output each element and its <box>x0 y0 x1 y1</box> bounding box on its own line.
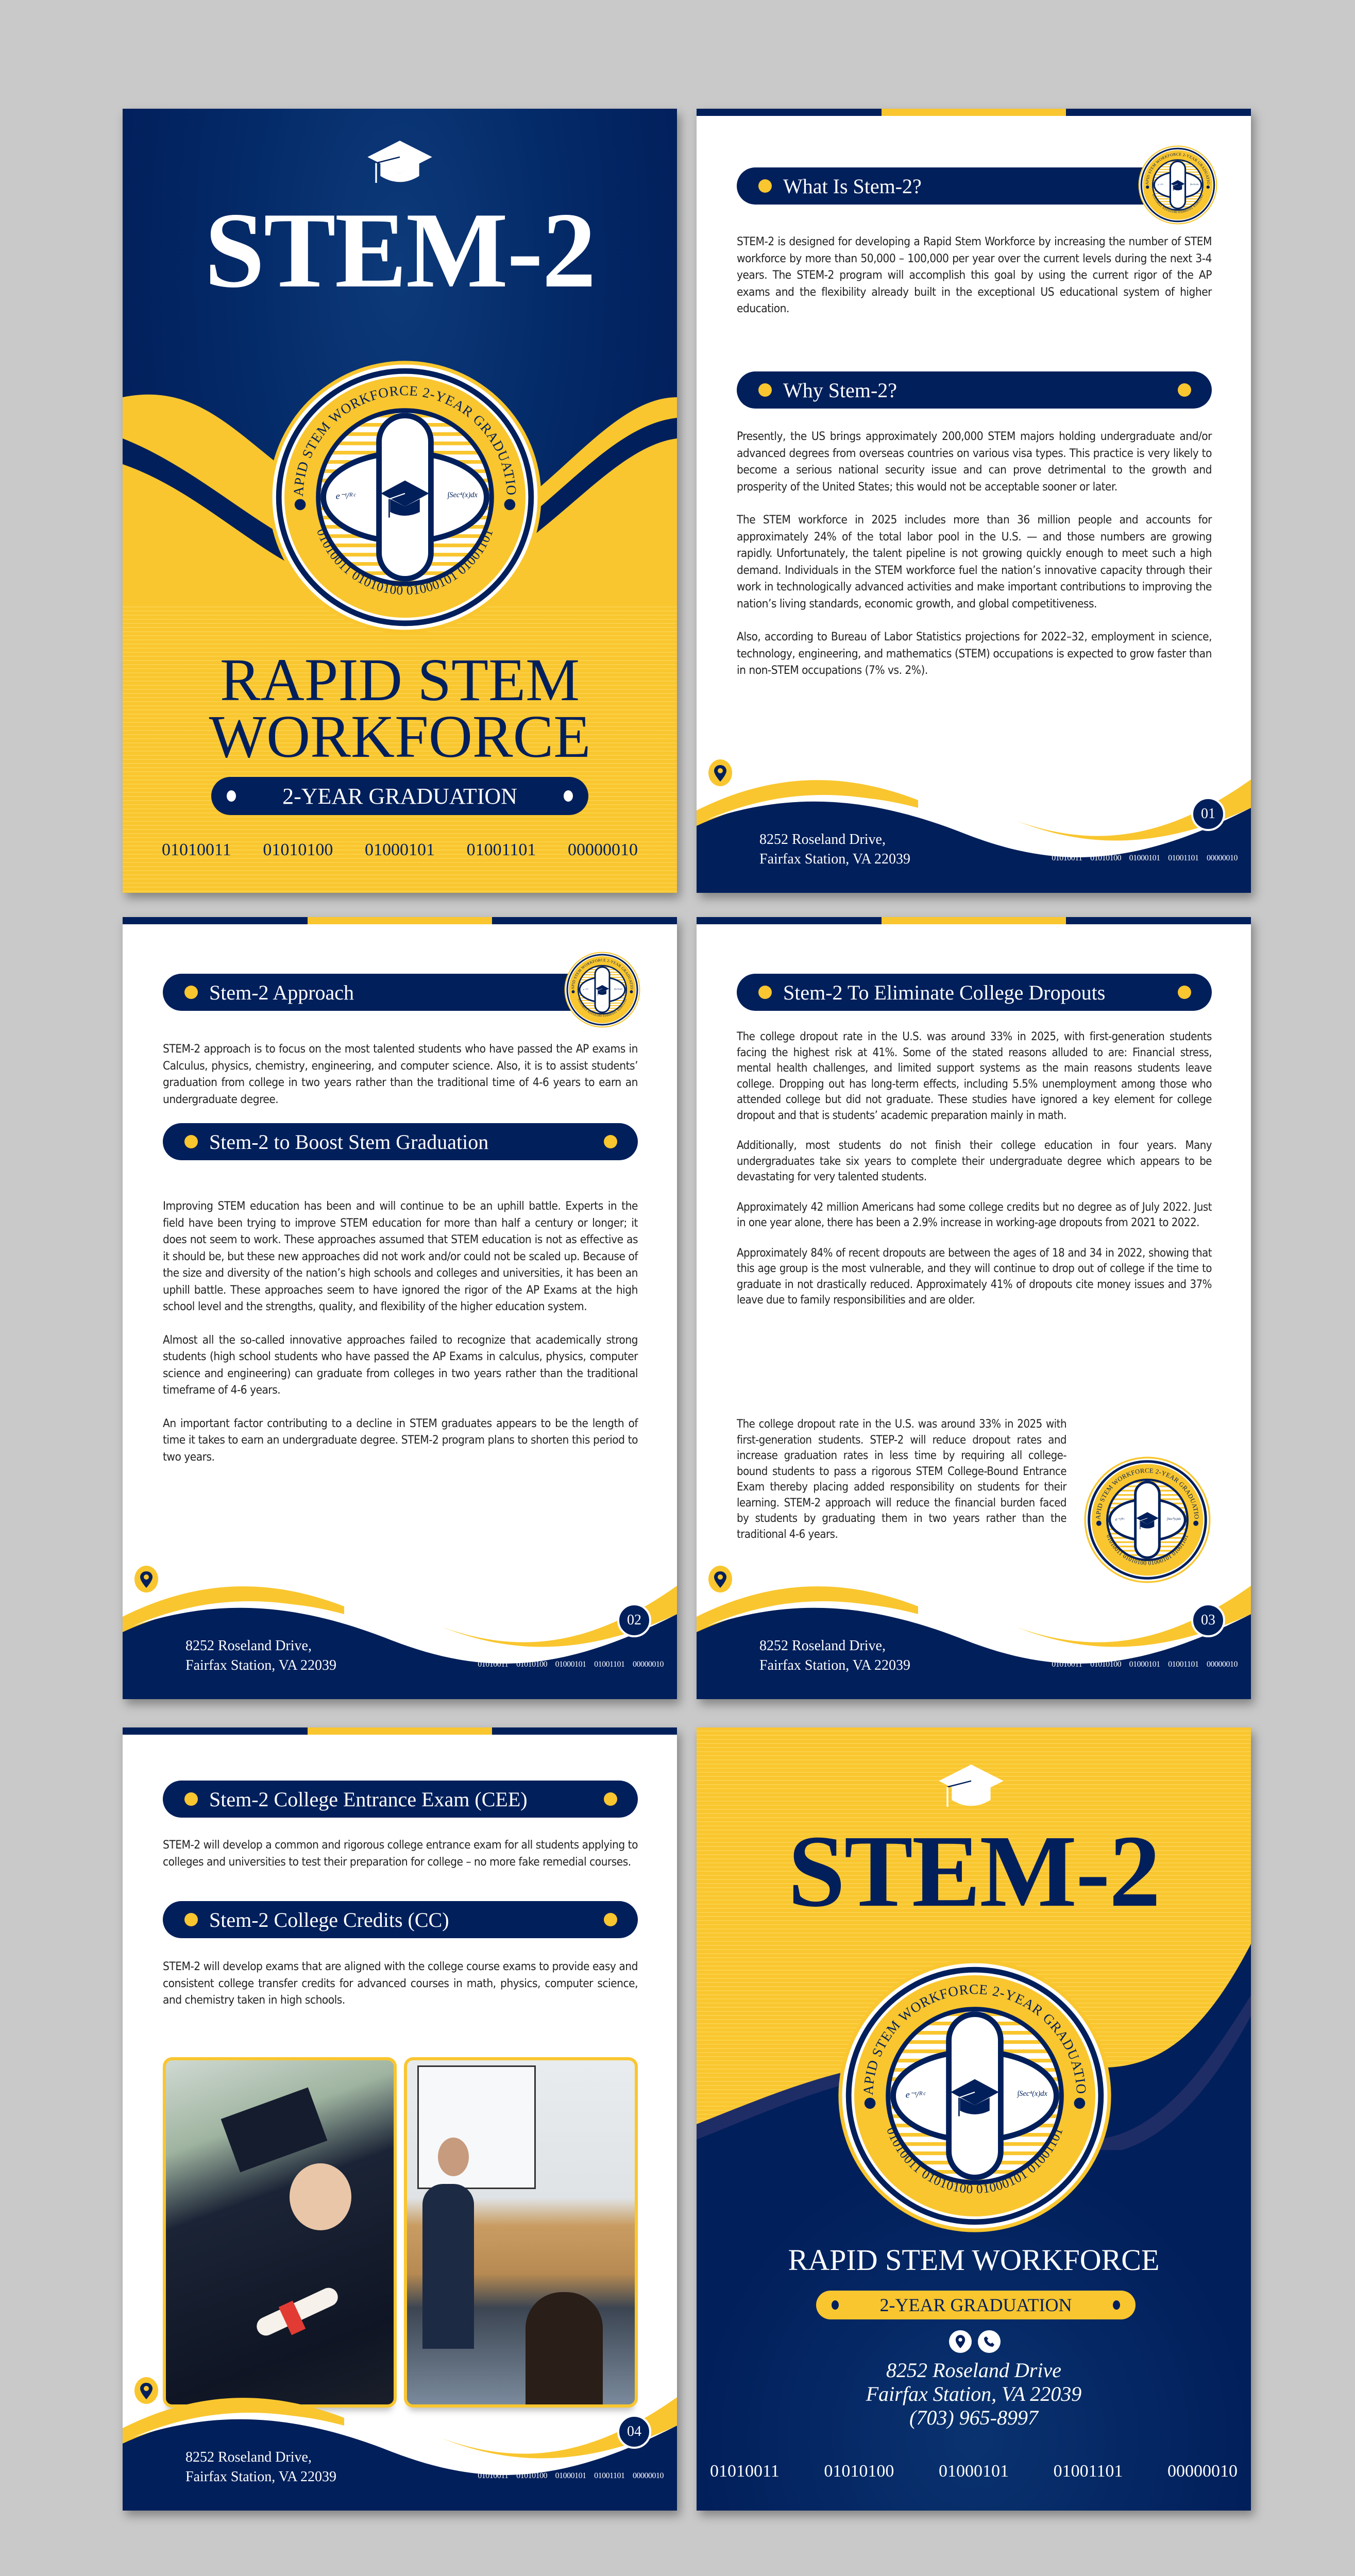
footer-binary: 01010011 01010100 01000101 01001101 00000010 <box>1052 854 1238 862</box>
page-footer <box>123 1565 677 1699</box>
section-heading-boost <box>163 1123 638 1160</box>
photo-graduates-hugging <box>163 2057 397 2408</box>
section-title: Stem-2 To Eliminate College Dropouts <box>783 980 1106 1004</box>
section-title: Stem-2 Approach <box>209 980 354 1004</box>
cover-tagline-line2: WORKFORCE <box>209 703 591 770</box>
section-heading-cc <box>163 1901 638 1938</box>
section-title: Stem-2 College Entrance Exam (CEE) <box>209 1787 528 1811</box>
cover-binary-row <box>123 840 677 860</box>
badge-dot <box>1113 2300 1120 2310</box>
page-top-bar <box>123 1727 677 1735</box>
paragraph: STEM-2 is designed for developing a Rapid Stem Workforce by increasing the number of STEM workforce by more than 50,000 – 100,000 per year over the current levels during the next 3-4 years. The STEM-2 program will accomplish this goal by using the current rigor of the AP exams and the flexibility already built in the exceptional US educational system of higher education. <box>737 235 1212 315</box>
bullet-dot <box>184 1135 198 1148</box>
section-heading-dropouts <box>737 974 1212 1011</box>
program-seal-logo <box>564 951 641 1028</box>
graduation-cap-icon <box>939 1765 1004 1812</box>
bullet-dot <box>604 1913 617 1926</box>
cover-page <box>123 109 677 893</box>
phone-icon <box>978 2330 1001 2353</box>
binary-code: 01000101 <box>365 840 435 859</box>
section-side-body <box>737 1417 1066 1559</box>
paragraph: Approximately 84% of recent dropouts are between the ages of 18 and 34 in 2022, showing that this age group is the most vulnerable, and they will continue to drop out of college if the time to graduate in not drastically reduced. Approximately 41% of dropouts cite money issues and 37% leave due to family responsibilities and are older. <box>737 1246 1212 1307</box>
bullet-dot <box>604 1135 617 1148</box>
binary-code: 01000101 <box>939 2462 1009 2481</box>
bullet-dot <box>1178 383 1191 397</box>
section-title: What Is Stem-2? <box>783 174 922 198</box>
binary-code: 00000010 <box>1167 2462 1238 2481</box>
location-pin-icon <box>134 1565 159 1593</box>
paragraph: Presently, the US brings approximately 200,000 STEM majors holding undergraduate and/or advanced degrees from overseas countries on various visa types. This practice is very likely to become a serious national security issue and can prove detrimental to the growth and prosperity of the United States; this would not be acceptable sooner or later. <box>737 430 1212 494</box>
page-04 <box>123 1727 677 2511</box>
footer-binary: 01010011 01010100 01000101 01001101 00000010 <box>1052 1660 1238 1669</box>
paragraph: Improving STEM education has been and will continue to be an uphill battle. Experts in the field have been trying to improve STEM education for more than half a century or longer; it does not seem to work. These approaches assumed that STEM education is not as effective as it should be, but these new approaches did not work and/or could not be scaled up. Because of the size and diversity of the nation’s high schools and colleges and universities, it has been an uphill battle. These approaches seem to have ignored the rigor of the AP Exams at the high school level and the strengths, quality, and flexibility of the higher education system. <box>163 1199 638 1313</box>
page-01 <box>697 109 1251 893</box>
section-title: Stem-2 College Credits (CC) <box>209 1908 449 1931</box>
paragraph: The college dropout rate in the U.S. was around 33% in 2025, with first-generation students facing the highest risk at 41%. Some of the stated reasons alluded to are: Financial stress, mental health challenges, and limited support systems as the main reasons students leave college. Dropping out has long-term effects, including 5.5% unemployment among those who attended college but did not graduate. These studies have ignored a key element for college dropout and that is students’ academic preparation mainly in math. <box>737 1030 1212 1122</box>
page-03 <box>697 917 1251 1699</box>
location-pin-icon <box>134 2377 159 2404</box>
bullet-dot <box>604 1792 617 1806</box>
back-title: STEM-2 <box>788 1815 1160 1928</box>
location-pin-icon <box>708 1565 733 1593</box>
paragraph: STEM-2 approach is to focus on the most talented students who have passed the AP exams in Calculus, physics, chemistry, engineering, and computer science. Also, it is to assist students’ graduation from college in two years rather than the traditional time of 4-6 years to earn an undergraduate degree. <box>163 1042 638 1106</box>
footer-address: 8252 Roseland Drive, Fairfax Station, VA 22039 <box>185 2449 336 2485</box>
badge-dot <box>832 2300 839 2310</box>
cover-graduation-badge <box>211 777 588 815</box>
page-02 <box>123 917 677 1699</box>
back-graduation-badge <box>816 2291 1136 2319</box>
badge-label: 2-YEAR GRADUATION <box>282 783 517 809</box>
section-body <box>737 233 1212 334</box>
cover-tagline-line1: RAPID STEM <box>219 646 580 714</box>
binary-code: 00000010 <box>568 840 638 859</box>
cover-title: STEM-2 <box>204 191 596 310</box>
page-footer <box>697 1565 1251 1699</box>
back-tagline: RAPID STEM WORKFORCE <box>788 2243 1160 2277</box>
section-body <box>163 1837 638 1887</box>
bullet-dot <box>758 383 772 397</box>
section-heading-approach <box>163 974 596 1011</box>
badge-dot <box>227 790 236 802</box>
location-pin-icon <box>949 2330 972 2353</box>
section-body <box>737 1029 1212 1323</box>
back-address-line1: 8252 Roseland Drive <box>886 2359 1061 2382</box>
back-binary-row <box>697 2462 1251 2481</box>
section-body <box>163 1041 638 1124</box>
page-number: 03 <box>1191 1603 1225 1637</box>
footer-address: 8252 Roseland Drive, Fairfax Station, VA 22039 <box>759 1638 910 1673</box>
bullet-dot <box>184 1792 198 1806</box>
footer-binary: 01010011 01010100 01000101 01001101 00000010 <box>478 1660 664 1669</box>
paragraph: Also, according to Bureau of Labor Statistics projections for 2022–32, employment in science, technology, engineering, and mathematics (STEM) occupations is expected to grow faster than in non-STEM occupations (7% vs. 2%). <box>737 630 1212 677</box>
badge-label: 2-YEAR GRADUATION <box>879 2295 1072 2315</box>
paragraph: STEM-2 will develop a common and rigorous college entrance exam for all students applying to colleges and universities to test their preparation for college – no more fake remedial courses. <box>163 1838 638 1869</box>
back-phone: (703) 965-8997 <box>909 2406 1038 2429</box>
page-footer <box>123 2377 677 2511</box>
page-top-bar <box>697 109 1251 116</box>
program-seal-logo <box>836 1957 1114 2235</box>
page-footer <box>697 759 1251 893</box>
paragraph: Approximately 42 million Americans had some college credits but no degree as of July 2022. Just in one year alone, there has been a 2.9% increase in working-age dropouts from 2021 to 2022. <box>737 1200 1212 1229</box>
section-heading-cee <box>163 1781 638 1818</box>
program-seal-logo <box>266 358 544 636</box>
bullet-dot <box>184 1913 198 1926</box>
section-body <box>163 1198 638 1482</box>
paragraph: An important factor contributing to a decline in STEM graduates appears to be the length of time it takes to earn an undergraduate degree. STEM-2 program plans to shorten this period to two years. <box>163 1416 638 1464</box>
page-top-bar <box>697 917 1251 924</box>
footer-address: 8252 Roseland Drive, Fairfax Station, VA 22039 <box>759 832 910 867</box>
section-heading-what-is <box>737 167 1170 205</box>
back-address-line2: Fairfax Station, VA 22039 <box>866 2382 1082 2405</box>
back-contact-info <box>697 2359 1251 2430</box>
paragraph: The STEM workforce in 2025 includes more than 36 million people and accounts for approximately 24% of the total labor pool in the U.S. — and those numbers are growing rapidly. Unfortunately, the talent pipeline is not growing quickly enough to meet such a high demand. Individuals in the STEM workforce fuel the nation’s innovative capacity through their work in technologically advanced activities and make important contributions to improving the nation’s living standards, economic growth, and global competitiveness. <box>737 513 1212 611</box>
photo-classroom-lecture <box>404 2057 638 2408</box>
paragraph: The college dropout rate in the U.S. was around 33% in 2025 with first-generation students. STEP-2 will reduce dropout rates and increase graduation rates in less time by requiring all college-bound students to pass a rigorous STEM College-Bound Entrance Exam thereby placing added responsibility on students for their learning. STEM-2 approach will reduce the financial burden faced by students by graduating them in two years rather than the traditional 4-6 years. <box>737 1418 1066 1541</box>
graduation-cap-icon <box>367 141 432 188</box>
bullet-dot <box>758 986 772 999</box>
page-number: 02 <box>617 1603 651 1637</box>
page-top-bar <box>123 917 677 924</box>
contact-icons <box>949 2330 1001 2353</box>
section-heading-why <box>737 371 1212 409</box>
footer-address: 8252 Roseland Drive, Fairfax Station, VA 22039 <box>185 1638 336 1673</box>
binary-code: 01010100 <box>824 2462 894 2481</box>
paragraph: Almost all the so-called innovative approaches failed to recognize that academically strong students (high school students who have passed the AP Exams in calculus, physics, computer science and engineering) can graduate from colleges in two years rather than the traditional timeframe of 4-6 years. <box>163 1333 638 1397</box>
location-pin-icon <box>708 759 733 787</box>
section-title: Why Stem-2? <box>783 378 897 402</box>
back-cover-page <box>697 1727 1251 2511</box>
footer-binary: 01010011 01010100 01000101 01001101 00000010 <box>478 2471 664 2480</box>
paragraph: STEM-2 will develop exams that are aligned with the college course exams to provide easy and consistent college transfer credits for advanced courses in math, physics, computer science, and chemistry taken in high schools. <box>163 1960 638 2007</box>
binary-code: 01001101 <box>466 840 536 859</box>
section-body <box>737 428 1212 696</box>
page-number: 04 <box>617 2415 651 2449</box>
binary-code: 01001101 <box>1053 2462 1123 2481</box>
binary-code: 01010011 <box>162 840 231 859</box>
binary-code: 01010100 <box>263 840 333 859</box>
page-number: 01 <box>1191 797 1225 831</box>
paragraph: Additionally, most students do not finish their college education in four years. Many undergraduates take six years to complete their undergraduate degree which appears to be devastating for very talented students. <box>737 1139 1212 1183</box>
badge-dot <box>564 790 573 802</box>
bullet-dot <box>1178 986 1191 999</box>
program-seal-logo <box>1138 145 1218 225</box>
bullet-dot <box>758 179 772 193</box>
section-body <box>163 1958 638 2025</box>
binary-code: 01010011 <box>710 2462 780 2481</box>
bullet-dot <box>184 986 198 999</box>
section-title: Stem-2 to Boost Stem Graduation <box>209 1130 489 1154</box>
